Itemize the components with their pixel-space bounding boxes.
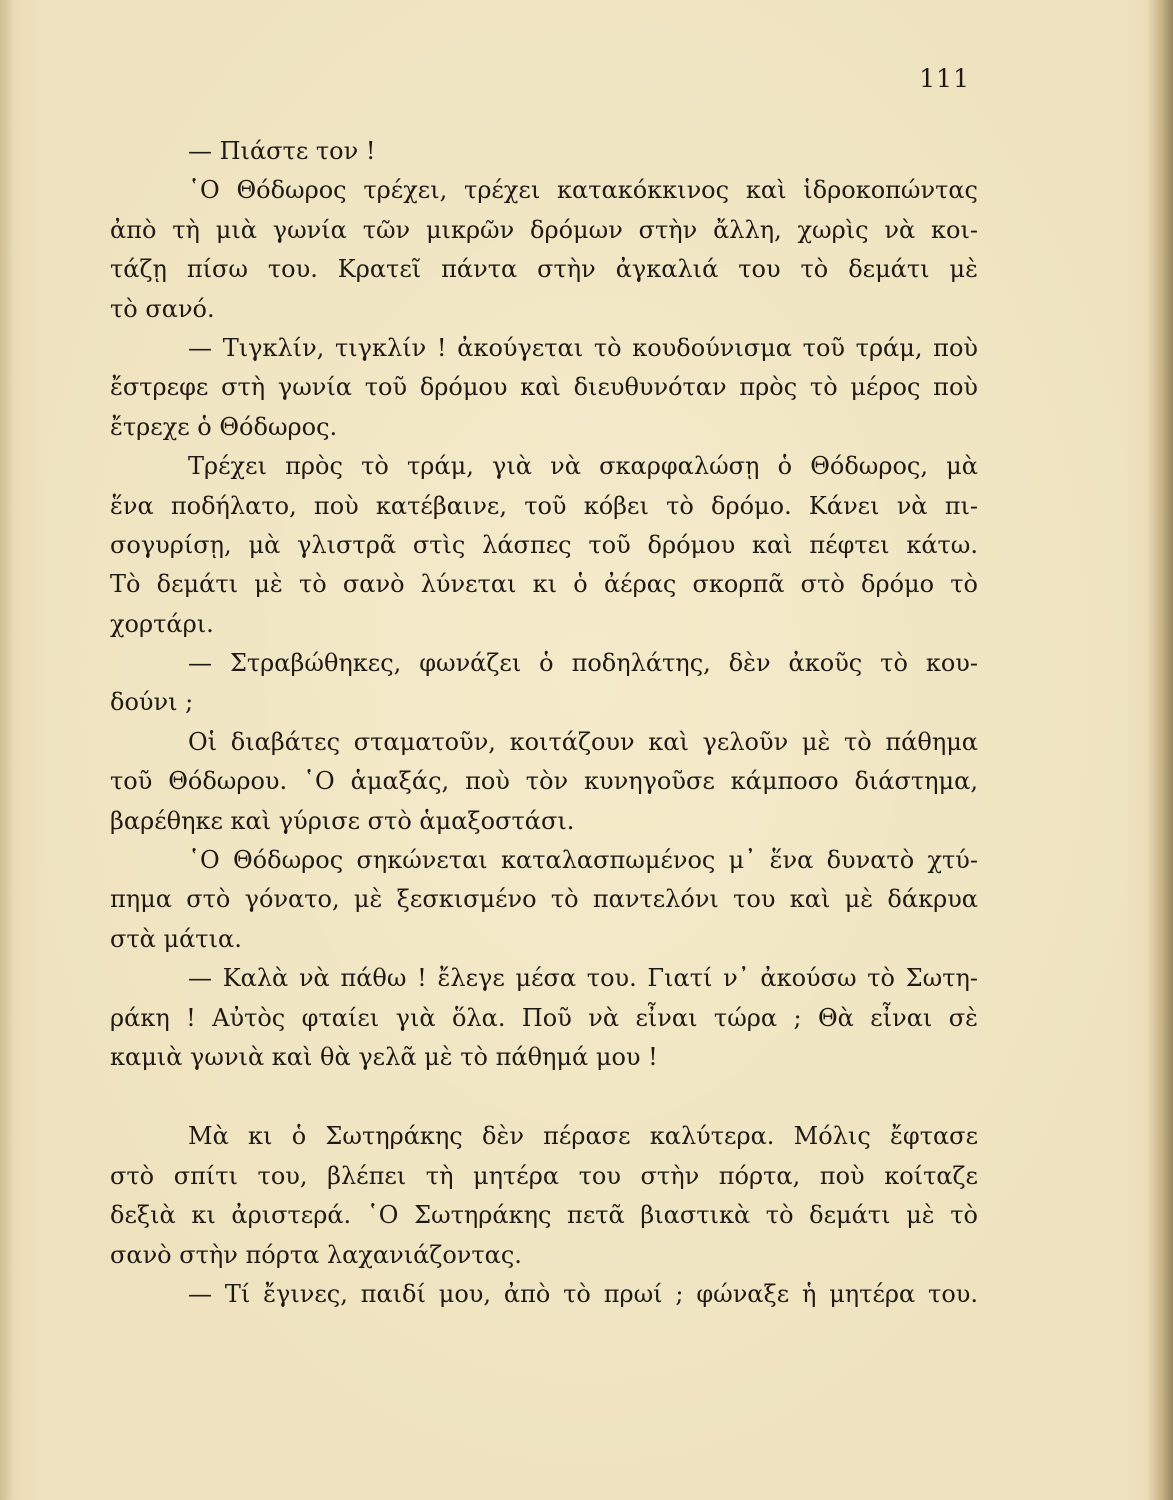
text-line: ἕνα ποδήλατο, ποὺ κατέβαινε, τοῦ κόβει τὸ δρόμο. Κάνει νὰ πι- — [110, 491, 978, 520]
text-line: χορτάρι. — [110, 609, 214, 638]
text-line: ῾Ο Θόδωρος σηκώνεται καταλασπωμένος μ᾿ ἕνα δυνατὸ χτύ- — [188, 846, 978, 875]
text-line: ἀπὸ τὴ μιὰ γωνία τῶν μικρῶν δρόμων στὴν ἄλλη, χωρὶς νὰ κοι- — [110, 215, 978, 244]
text-line: τοῦ Θόδωρου. ῾Ο ἁμαξάς, ποὺ τὸν κυνηγοῦσε κάμποσο διάστημα, — [110, 767, 978, 796]
text-line: στὰ μάτια. — [110, 924, 242, 953]
text-line: Μὰ κι ὁ Σωτηράκης δὲν πέρασε καλύτερα. Μόλις ἔφτασε — [188, 1122, 978, 1151]
text-line: — Στραβώθηκες, φωνάζει ὁ ποδηλάτης, δὲν ἀκοῦς τὸ κου- — [188, 649, 978, 678]
text-line: πημα στὸ γόνατο, μὲ ξεσκισμένο τὸ παντελόνι του καὶ μὲ δάκρυα — [110, 885, 978, 914]
text-line: ἔστρεφε στὴ γωνία τοῦ δρόμου καὶ διευθυνόταν πρὸς τὸ μέρος ποὺ — [110, 373, 978, 402]
text-line: — Καλὰ νὰ πάθω ! ἔλεγε μέσα του. Γιατί ν᾿ ἀκούσω τὸ Σωτη- — [188, 964, 978, 993]
text-line: τὸ σανό. — [110, 294, 215, 323]
text-line: τάζῃ πίσω του. Κρατεῖ πάντα στὴν ἀγκαλιά του τὸ δεμάτι μὲ — [110, 255, 978, 284]
page-number: 111 — [919, 64, 970, 93]
text-line: στὸ σπίτι του, βλέπει τὴ μητέρα του στὴν πόρτα, ποὺ κοίταζε — [110, 1161, 978, 1190]
text-line: σανὸ στὴν πόρτα λαχανιάζοντας. — [110, 1240, 522, 1269]
text-line: Τρέχει πρὸς τὸ τράμ, γιὰ νὰ σκαρφαλώσῃ ὁ Θόδωρος, μὰ — [188, 452, 978, 481]
text-line: ῾Ο Θόδωρος τρέχει, τρέχει κατακόκκινος καὶ ἱδροκοπώντας — [188, 176, 978, 205]
text-line: δεξιὰ κι ἀριστερά. ῾Ο Σωτηράκης πετᾶ βιαστικὰ τὸ δεμάτι μὲ τὸ — [110, 1201, 978, 1230]
text-line: — Πιάστε τον ! — [188, 137, 376, 165]
text-line: βαρέθηκε καὶ γύρισε στὸ ἁμαξοστάσι. — [110, 806, 575, 835]
text-line: ἔτρεχε ὁ Θόδωρος. — [110, 412, 338, 441]
text-line: ράκη ! Αὐτὸς φταίει γιὰ ὅλα. Ποῦ νὰ εἶναι τώρα ; Θὰ εἶναι σὲ — [110, 1003, 978, 1032]
section-break — [110, 1077, 978, 1117]
page-edge-shadow-right — [1147, 0, 1173, 1500]
text-line: δούνι ; — [110, 688, 194, 717]
body-text — [110, 132, 978, 1314]
page-edge-shadow-left — [0, 0, 14, 1500]
text-line: Τὸ δεμάτι μὲ τὸ σανὸ λύνεται κι ὁ ἀέρας σκορπᾶ στὸ δρόμο τὸ — [110, 570, 978, 599]
text-line: — Τιγκλίν, τιγκλίν ! ἀκούγεται τὸ κουδούνισμα τοῦ τράμ, ποὺ — [188, 333, 978, 362]
text-line: Οἱ διαβάτες σταματοῦν, κοιτάζουν καὶ γελοῦν μὲ τὸ πάθημα — [188, 727, 978, 756]
text-line: καμιὰ γωνιὰ καὶ θὰ γελᾶ μὲ τὸ πάθημά μου ! — [110, 1042, 658, 1071]
text-line: σογυρίσῃ, μὰ γλιστρᾶ στὶς λάσπες τοῦ δρόμου καὶ πέφτει κάτω. — [110, 530, 978, 559]
text-line: — Τί ἔγινες, παιδί μου, ἀπὸ τὸ πρωί ; φώναξε ἡ μητέρα του. — [188, 1279, 978, 1308]
